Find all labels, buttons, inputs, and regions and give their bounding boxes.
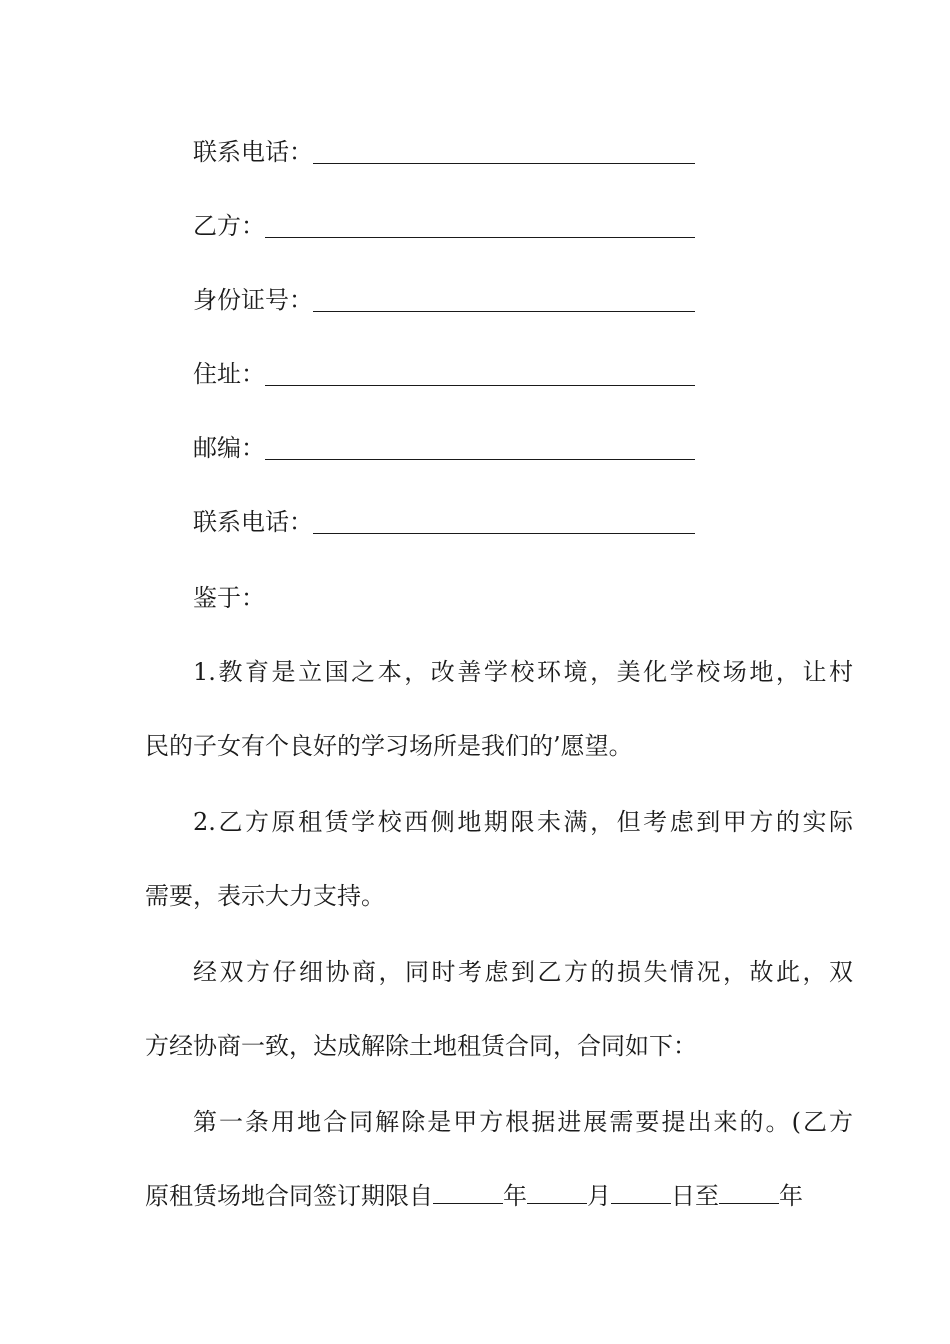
month-label: 月	[587, 1182, 611, 1210]
fill-in-line	[313, 311, 695, 312]
field-contact-phone-b	[145, 506, 853, 538]
field-label: 联系电话：	[193, 138, 313, 166]
fill-in-line	[313, 163, 695, 164]
field-id-number	[145, 284, 853, 316]
end-year-blank	[719, 1202, 779, 1204]
fill-in-line	[265, 385, 695, 386]
field-label: 身份证号：	[193, 286, 313, 314]
field-label: 住址：	[193, 360, 265, 388]
fill-in-line	[265, 459, 695, 460]
field-label: 联系电话：	[193, 508, 313, 536]
paragraph-3-line-1: 经双方仔细协商，同时考虑到乙方的损失情况，故此，双	[193, 958, 853, 986]
fill-in-line	[313, 533, 695, 534]
field-label: 邮编：	[193, 434, 265, 462]
whereas-heading: 鉴于：	[193, 584, 265, 612]
field-party-b	[145, 210, 853, 242]
year-blank	[433, 1202, 503, 1204]
field-contact-phone-a	[145, 136, 853, 168]
paragraph-1-line-1: 1.教育是立国之本，改善学校环境，美化学校场地，让村	[193, 658, 853, 686]
year-label: 年	[503, 1182, 527, 1210]
field-label: 乙方：	[193, 212, 265, 240]
field-address	[145, 358, 853, 390]
field-postcode	[145, 432, 853, 464]
paragraph-3-line-2: 方经协商一致，达成解除土地租赁合同，合同如下：	[145, 1032, 697, 1060]
paragraph-2-line-1: 2.乙方原租赁学校西侧地期限未满，但考虑到甲方的实际	[193, 808, 853, 836]
contract-period-prefix: 原租赁场地合同签订期限自	[145, 1182, 433, 1210]
day-to-label: 日至	[671, 1182, 719, 1210]
paragraph-4-line-1: 第一条用地合同解除是甲方根据进展需要提出来的。(乙方	[193, 1108, 853, 1136]
month-blank	[527, 1202, 587, 1204]
day-blank	[611, 1202, 671, 1204]
paragraph-4-line-2	[145, 1180, 805, 1212]
end-year-label: 年	[779, 1182, 803, 1210]
paragraph-1-line-2: 民的子女有个良好的学习场所是我们的’愿望。	[145, 732, 633, 760]
paragraph-2-line-2: 需要，表示大力支持。	[145, 882, 385, 910]
fill-in-line	[265, 237, 695, 238]
